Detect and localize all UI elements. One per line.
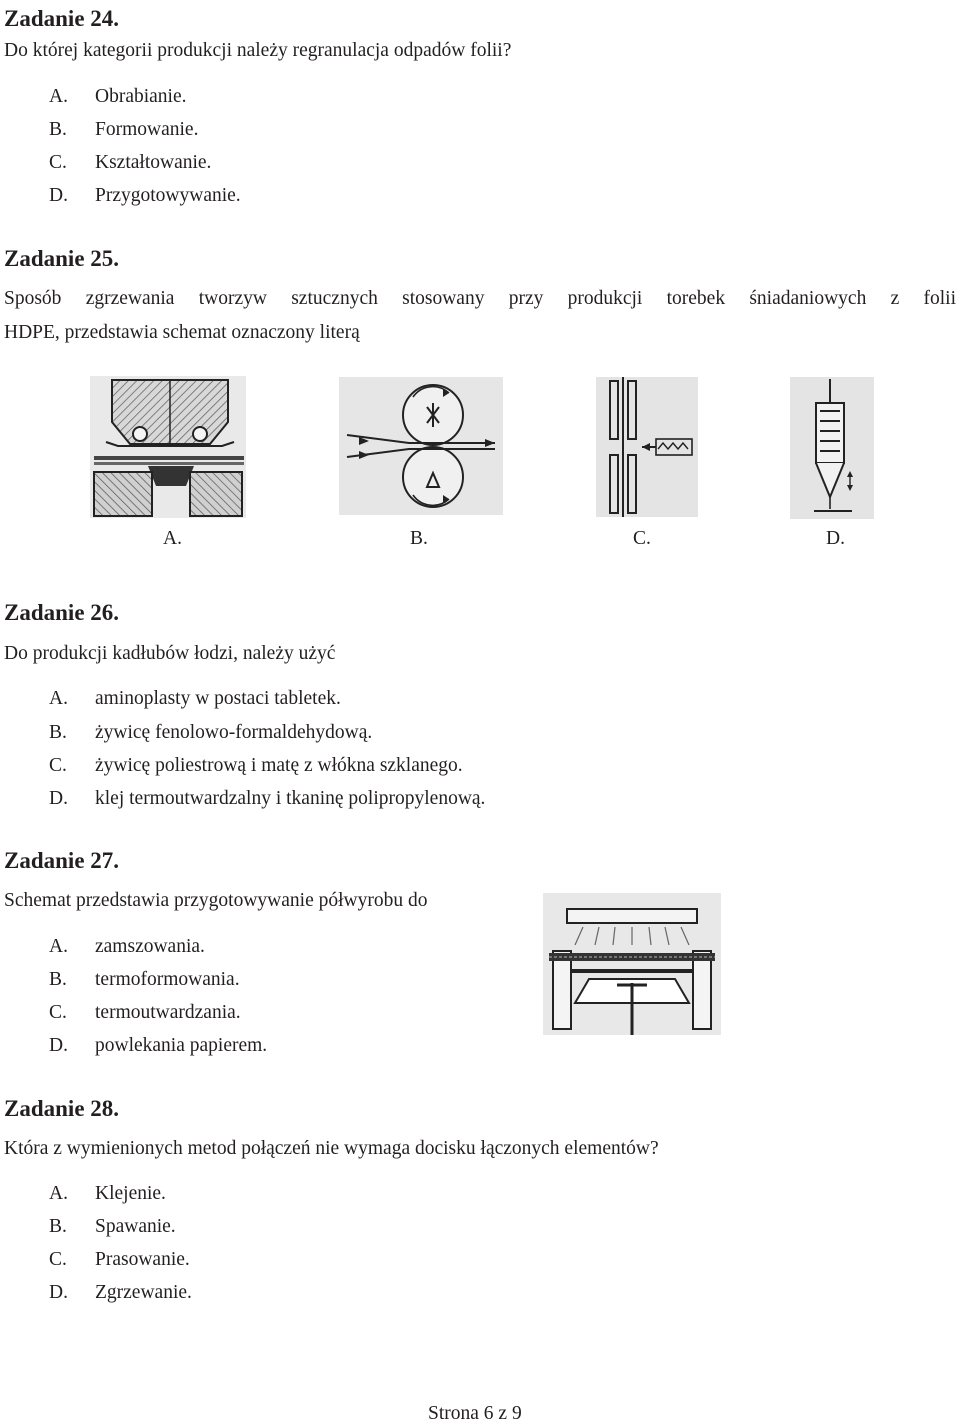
option-letter: C. (49, 755, 67, 776)
figure-label-d: D. (826, 528, 845, 549)
heated-tool-welding-diagram-icon (90, 376, 246, 518)
task-28-heading: Zadanie 28. (4, 1096, 120, 1121)
task-26-heading: Zadanie 26. (4, 600, 120, 625)
option-text: klej termoutwardzalny i tkaninę polipropylenową. (95, 788, 486, 809)
task-24-question: Do której kategorii produkcji należy regranulacja odpadów folii? (4, 40, 512, 61)
thermoforming-diagram-icon (543, 893, 721, 1035)
option-text: żywicę poliestrową i matę z włókna szklanego. (95, 755, 463, 776)
figure-label-a: A. (163, 528, 182, 549)
task-25-heading: Zadanie 25. (4, 246, 120, 271)
task-25-question-line1: Sposób zgrzewania tworzyw sztucznych stosowany przy produkcji torebek śniadaniowych z folii (4, 288, 956, 309)
option-text: Kształtowanie. (95, 152, 212, 173)
option-letter: B. (49, 722, 67, 743)
option-letter: D. (49, 185, 68, 206)
option-text: Spawanie. (95, 1216, 176, 1237)
hf-welding-diagram-icon (790, 377, 874, 519)
roller-welding-diagram-icon (339, 377, 503, 515)
option-text: powlekania papierem. (95, 1035, 268, 1056)
option-letter: D. (49, 788, 68, 809)
option-text: Formowanie. (95, 119, 199, 140)
option-text: zamszowania. (95, 936, 205, 957)
task-27-question: Schemat przedstawia przygotowywanie półwyrobu do (4, 890, 428, 911)
option-letter: B. (49, 1216, 67, 1237)
option-text: Przygotowywanie. (95, 185, 241, 206)
option-letter: A. (49, 86, 68, 107)
option-text: Obrabianie. (95, 86, 187, 107)
option-letter: C. (49, 152, 67, 173)
option-letter: C. (49, 1249, 67, 1270)
figure-label-b: B. (410, 528, 428, 549)
option-text: Klejenie. (95, 1183, 166, 1204)
task-28-question: Która z wymienionych metod połączeń nie wymaga docisku łączonych elementów? (4, 1138, 659, 1159)
option-text: żywicę fenolowo-formaldehydową. (95, 722, 373, 743)
task-27-heading: Zadanie 27. (4, 848, 120, 873)
page-number: Strona 6 z 9 (428, 1403, 522, 1424)
impulse-welding-diagram-icon (596, 377, 698, 517)
option-letter: C. (49, 1002, 67, 1023)
option-letter: D. (49, 1035, 68, 1056)
option-text: Zgrzewanie. (95, 1282, 192, 1303)
option-letter: B. (49, 119, 67, 140)
option-letter: A. (49, 936, 68, 957)
task-24-heading: Zadanie 24. (4, 6, 120, 31)
task-26-question: Do produkcji kadłubów łodzi, należy użyć (4, 643, 336, 664)
option-letter: A. (49, 688, 68, 709)
option-letter: B. (49, 969, 67, 990)
option-text: termoformowania. (95, 969, 240, 990)
option-letter: D. (49, 1282, 68, 1303)
option-text: Prasowanie. (95, 1249, 190, 1270)
task-25-question-line2: HDPE, przedstawia schemat oznaczony literą (4, 322, 360, 343)
option-letter: A. (49, 1183, 68, 1204)
figure-label-c: C. (633, 528, 651, 549)
option-text: aminoplasty w postaci tabletek. (95, 688, 341, 709)
option-text: termoutwardzania. (95, 1002, 241, 1023)
